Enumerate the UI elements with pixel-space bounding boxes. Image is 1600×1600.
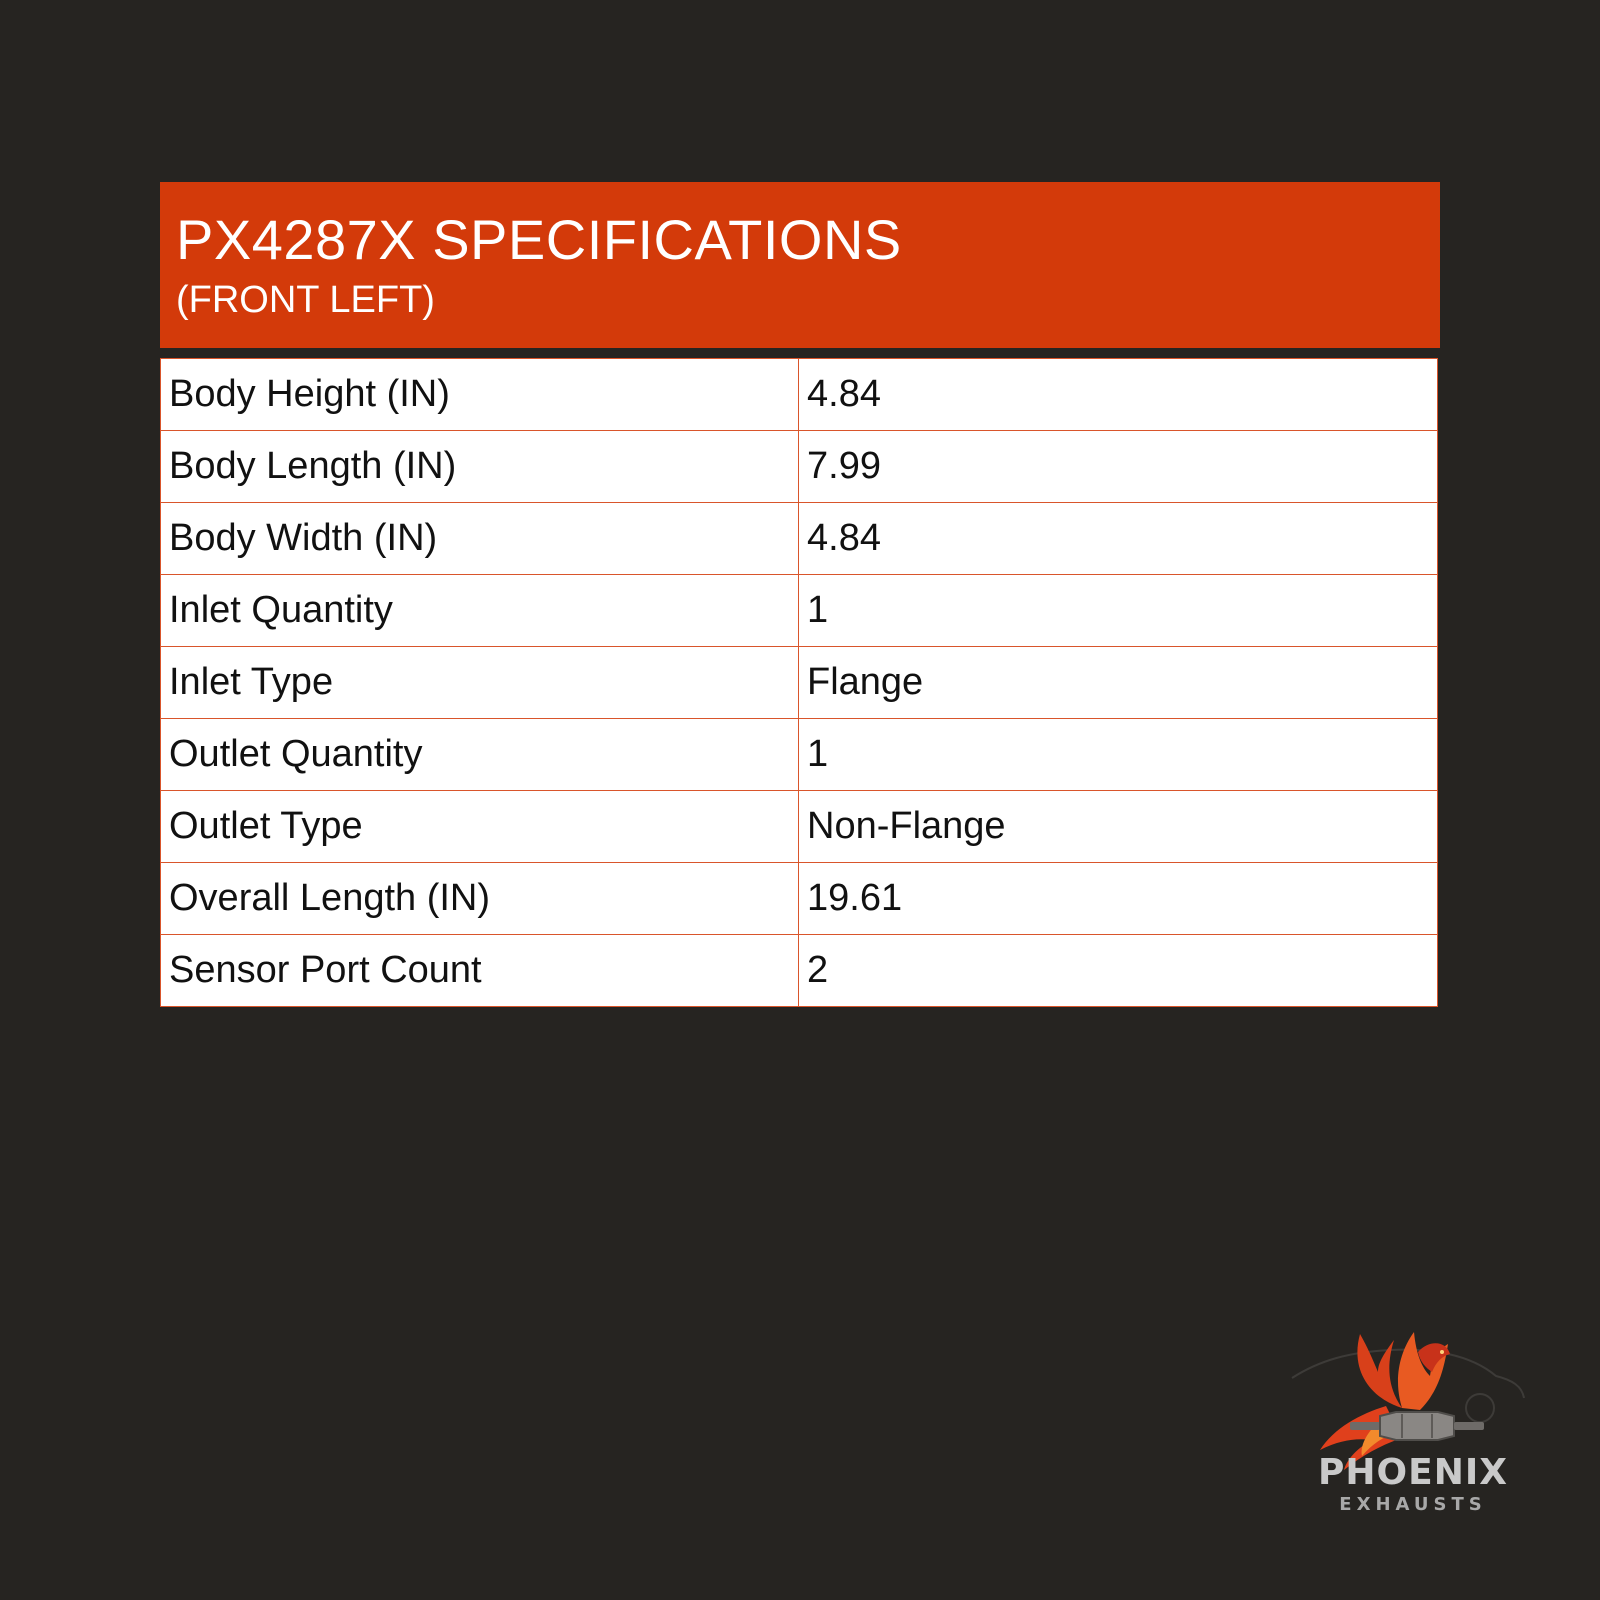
page-subtitle: (FRONT LEFT) — [176, 279, 435, 321]
spec-label: Sensor Port Count — [161, 935, 799, 1007]
spec-value: Flange — [799, 647, 1438, 719]
spec-label: Inlet Type — [161, 647, 799, 719]
table-row — [161, 503, 1438, 575]
table-row — [161, 575, 1438, 647]
table-row — [161, 431, 1438, 503]
spec-value: 4.84 — [799, 359, 1438, 431]
spec-value: 7.99 — [799, 431, 1438, 503]
spec-table — [160, 358, 1438, 1007]
spec-value: 4.84 — [799, 503, 1438, 575]
spec-label: Body Height (IN) — [161, 359, 799, 431]
table-row — [161, 791, 1438, 863]
spec-value: 1 — [799, 575, 1438, 647]
spec-value: 19.61 — [799, 863, 1438, 935]
spec-value: 1 — [799, 719, 1438, 791]
spec-label: Body Width (IN) — [161, 503, 799, 575]
table-row — [161, 863, 1438, 935]
spec-value: Non-Flange — [799, 791, 1438, 863]
table-row — [161, 359, 1438, 431]
spec-value: 2 — [799, 935, 1438, 1007]
brand-tagline: EXHAUSTS — [1339, 1494, 1487, 1515]
spec-label: Outlet Type — [161, 791, 799, 863]
spec-header — [160, 182, 1440, 348]
table-row — [161, 719, 1438, 791]
spec-label: Body Length (IN) — [161, 431, 799, 503]
brand-name: PHOENIX — [1318, 1452, 1508, 1493]
page-title: PX4287X SPECIFICATIONS — [176, 208, 902, 271]
table-row — [161, 647, 1438, 719]
spec-label: Outlet Quantity — [161, 719, 799, 791]
spec-label: Inlet Quantity — [161, 575, 799, 647]
spec-label: Overall Length (IN) — [161, 863, 799, 935]
table-row — [161, 935, 1438, 1007]
